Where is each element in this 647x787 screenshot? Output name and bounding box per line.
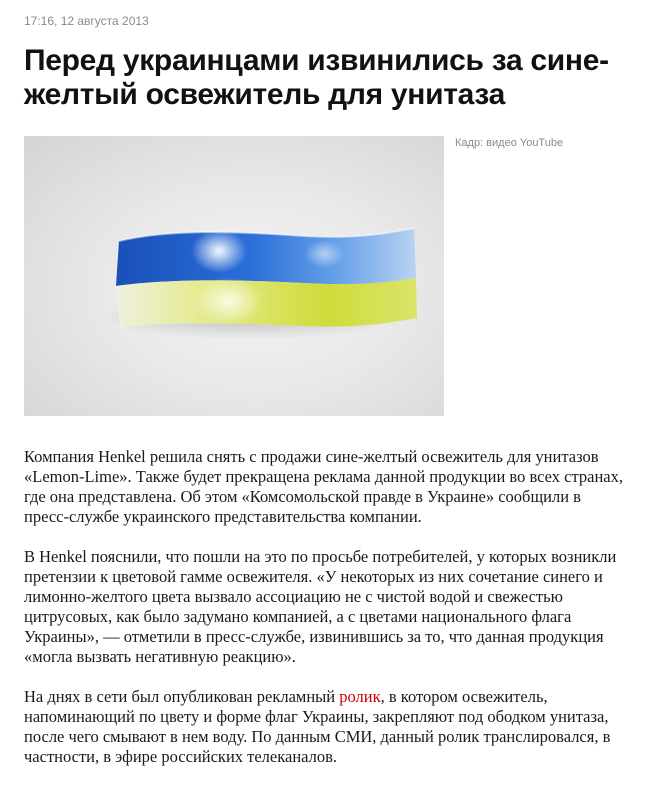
article-paragraph	[24, 687, 624, 767]
article-title: Перед украинцами извинились за сине-желтый освежитель для унитаза	[24, 44, 609, 111]
paragraph-text: , в котором освежитель, напоминающий по цвету и форме флаг Украины, закрепляют под ободком унитаза, после чего смывают в нем воду. По данным СМИ, данный ролик транслировался, в частности, в эфире российских телеканалов.	[24, 687, 611, 766]
paragraph-text: На днях в сети был опубликован рекламный	[24, 687, 340, 706]
flag-freshener-image	[24, 136, 444, 416]
article-paragraph: В Henkel пояснили, что пошли на это по просьбе потребителей, у которых возникли претензии к цветовой гамме освежителя. «У некоторых из них сочетание синего и лимонно-желтого цвета вызвало ассоциацию не с чистой водой и свежестью цитрусовых, как было задумано компанией, а с цветами национального флага Украины», — отметили в пресс-службе, извинившись за то, что данная продукция «могла вызвать негативную реакцию».	[24, 547, 617, 666]
article-timestamp: 17:16, 12 августа 2013	[24, 14, 149, 28]
article-photo	[24, 136, 444, 416]
article-paragraph: Компания Henkel решила снять с продажи сине-желтый освежитель для унитазов «Lemon-Lime». Также будет прекращена реклама данной продукции во всех странах, где она представлена. Об этом «Комсомольской правде в Украине» сообщили в пресс-службе украинского представительства компании.	[24, 447, 624, 526]
article-body	[24, 447, 624, 787]
video-link[interactable]: ролик	[339, 687, 381, 706]
photo-caption: Кадр: видео YouTube	[455, 137, 564, 149]
